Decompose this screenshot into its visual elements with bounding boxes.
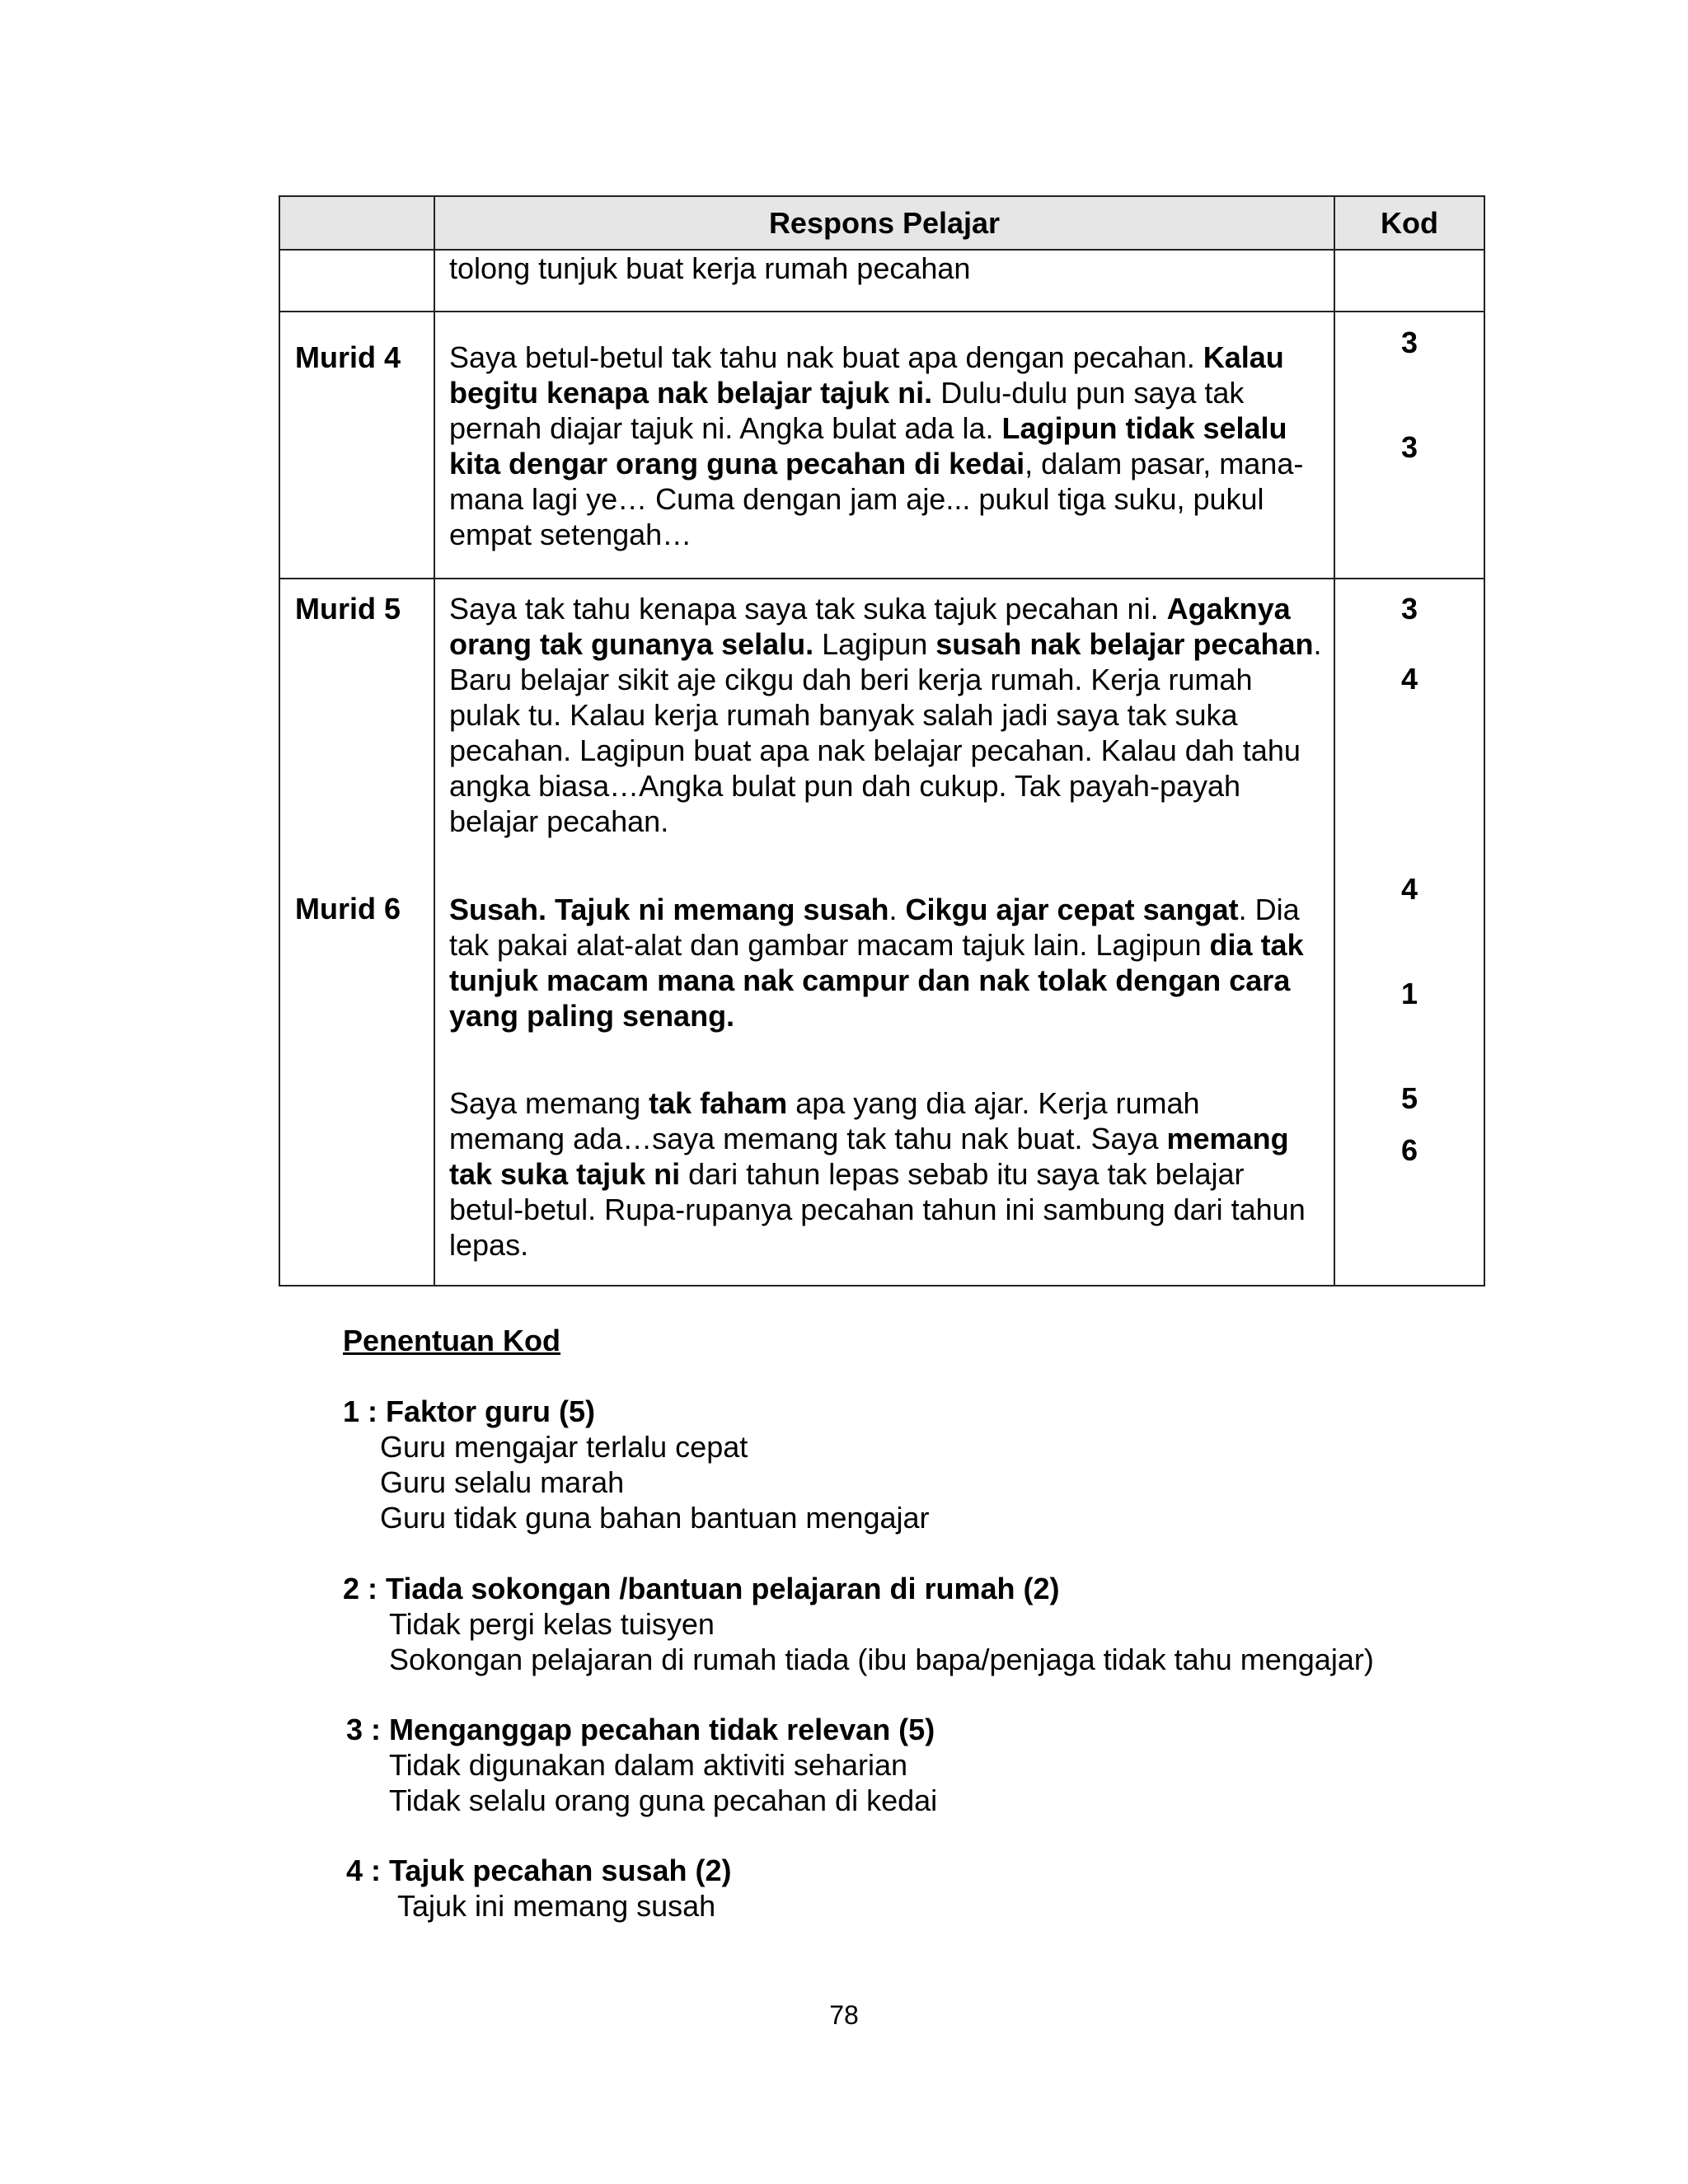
legend-heading: 3 : Menganggap pecahan tidak relevan (5) xyxy=(346,1713,935,1746)
response-table xyxy=(279,195,1485,1286)
legend-line: Guru selalu marah xyxy=(380,1465,625,1499)
code-value: 4 xyxy=(1400,662,1418,696)
code-value: 6 xyxy=(1400,1133,1418,1167)
student-label: Murid 6 xyxy=(295,892,401,926)
code-value: 3 xyxy=(1400,592,1418,626)
legend-item xyxy=(343,1571,1374,1677)
table-header-row xyxy=(279,196,1484,250)
response-text: Saya tak tahu kenapa saya tak suka tajuk pecahan ni. Agaknya orang tak gunanya selalu. Lagipun susah nak belajar pecahan. Baru belajar sikit aje cikgu dah beri kerja rumah. Kerja rumah pulak tu. Kalau kerja rumah banyak salah jadi saya tak suka pecahan. Lagipun buat apa nak belajar pecahan. Kalau dah tahu angka biasa…Angka bulat pun dah cukup. Tak payah-payah belajar pecahan. xyxy=(449,592,1322,838)
response-cell xyxy=(434,579,1334,1286)
header-code: Kod xyxy=(1334,196,1484,250)
legend-item xyxy=(346,1712,937,1818)
legend-heading: 4 : Tajuk pecahan susah (2) xyxy=(346,1854,732,1887)
continuation-text: tolong tunjuk buat kerja rumah pecahan xyxy=(434,250,1334,312)
legend-title: Penentuan Kod xyxy=(343,1324,561,1357)
legend-line: Guru tidak guna bahan bantuan mengajar xyxy=(380,1501,930,1535)
code-value: 5 xyxy=(1400,1081,1418,1115)
code-cell xyxy=(1334,312,1484,579)
student-label: Murid 5 xyxy=(295,592,401,626)
code-value: 3 xyxy=(1400,430,1418,464)
legend-heading: 2 : Tiada sokongan /bantuan pelajaran di rumah (2) xyxy=(343,1572,1060,1605)
legend-line: Sokongan pelajaran di rumah tiada (ibu bapa/penjaga tidak tahu mengajar) xyxy=(389,1643,1374,1676)
legend-line: Tajuk ini memang susah xyxy=(397,1889,716,1923)
table-row xyxy=(279,250,1484,312)
student-label-cell xyxy=(279,579,434,1286)
response-text: Saya betul-betul tak tahu nak buat apa dengan pecahan. Kalau begitu kenapa nak belajar tajuk ni. Dulu-dulu pun saya tak pernah diajar tajuk ni. Angka bulat ada la. Lagipun tidak selalu kita dengar orang guna pecahan di kedai, dalam pasar, mana-mana lagi ye… Cuma dengan jam aje... pukul tiga suku, pukul empat setengah… xyxy=(434,312,1334,579)
table-row xyxy=(279,579,1484,1286)
legend-heading: 1 : Faktor guru (5) xyxy=(343,1394,596,1428)
student-label: Murid 4 xyxy=(279,312,434,579)
response-text: Saya memang tak faham apa yang dia ajar. Kerja rumah memang ada…saya memang tak tahu nak buat. Saya memang tak suka tajuk ni dari tahun lepas sebab itu saya tak belajar betul-betul. Rupa-rupanya pecahan tahun ini sambung dari tahun lepas. xyxy=(449,1086,1306,1262)
code-cell xyxy=(1334,579,1484,1286)
code-value: 4 xyxy=(1400,872,1418,906)
legend-line: Guru mengajar terlalu cepat xyxy=(380,1430,748,1464)
page-number: 78 xyxy=(829,2000,859,2030)
legend-line: Tidak digunakan dalam aktiviti seharian xyxy=(389,1748,908,1782)
legend-line: Tidak selalu orang guna pecahan di kedai xyxy=(389,1783,938,1817)
header-student xyxy=(279,196,434,250)
code-value: 3 xyxy=(1400,326,1418,359)
legend-item xyxy=(346,1853,731,1924)
legend-item xyxy=(343,1394,930,1535)
legend-line: Tidak pergi kelas tuisyen xyxy=(389,1607,715,1641)
header-response: Respons Pelajar xyxy=(434,196,1334,250)
code-value: 1 xyxy=(1400,977,1418,1010)
table-row xyxy=(279,312,1484,579)
response-text: Susah. Tajuk ni memang susah. Cikgu ajar cepat sangat. Dia tak pakai alat-alat dan gambar macam tajuk lain. Lagipun dia tak tunjuk macam mana nak campur dan nak tolak dengan cara yang paling senang. xyxy=(449,893,1304,1033)
